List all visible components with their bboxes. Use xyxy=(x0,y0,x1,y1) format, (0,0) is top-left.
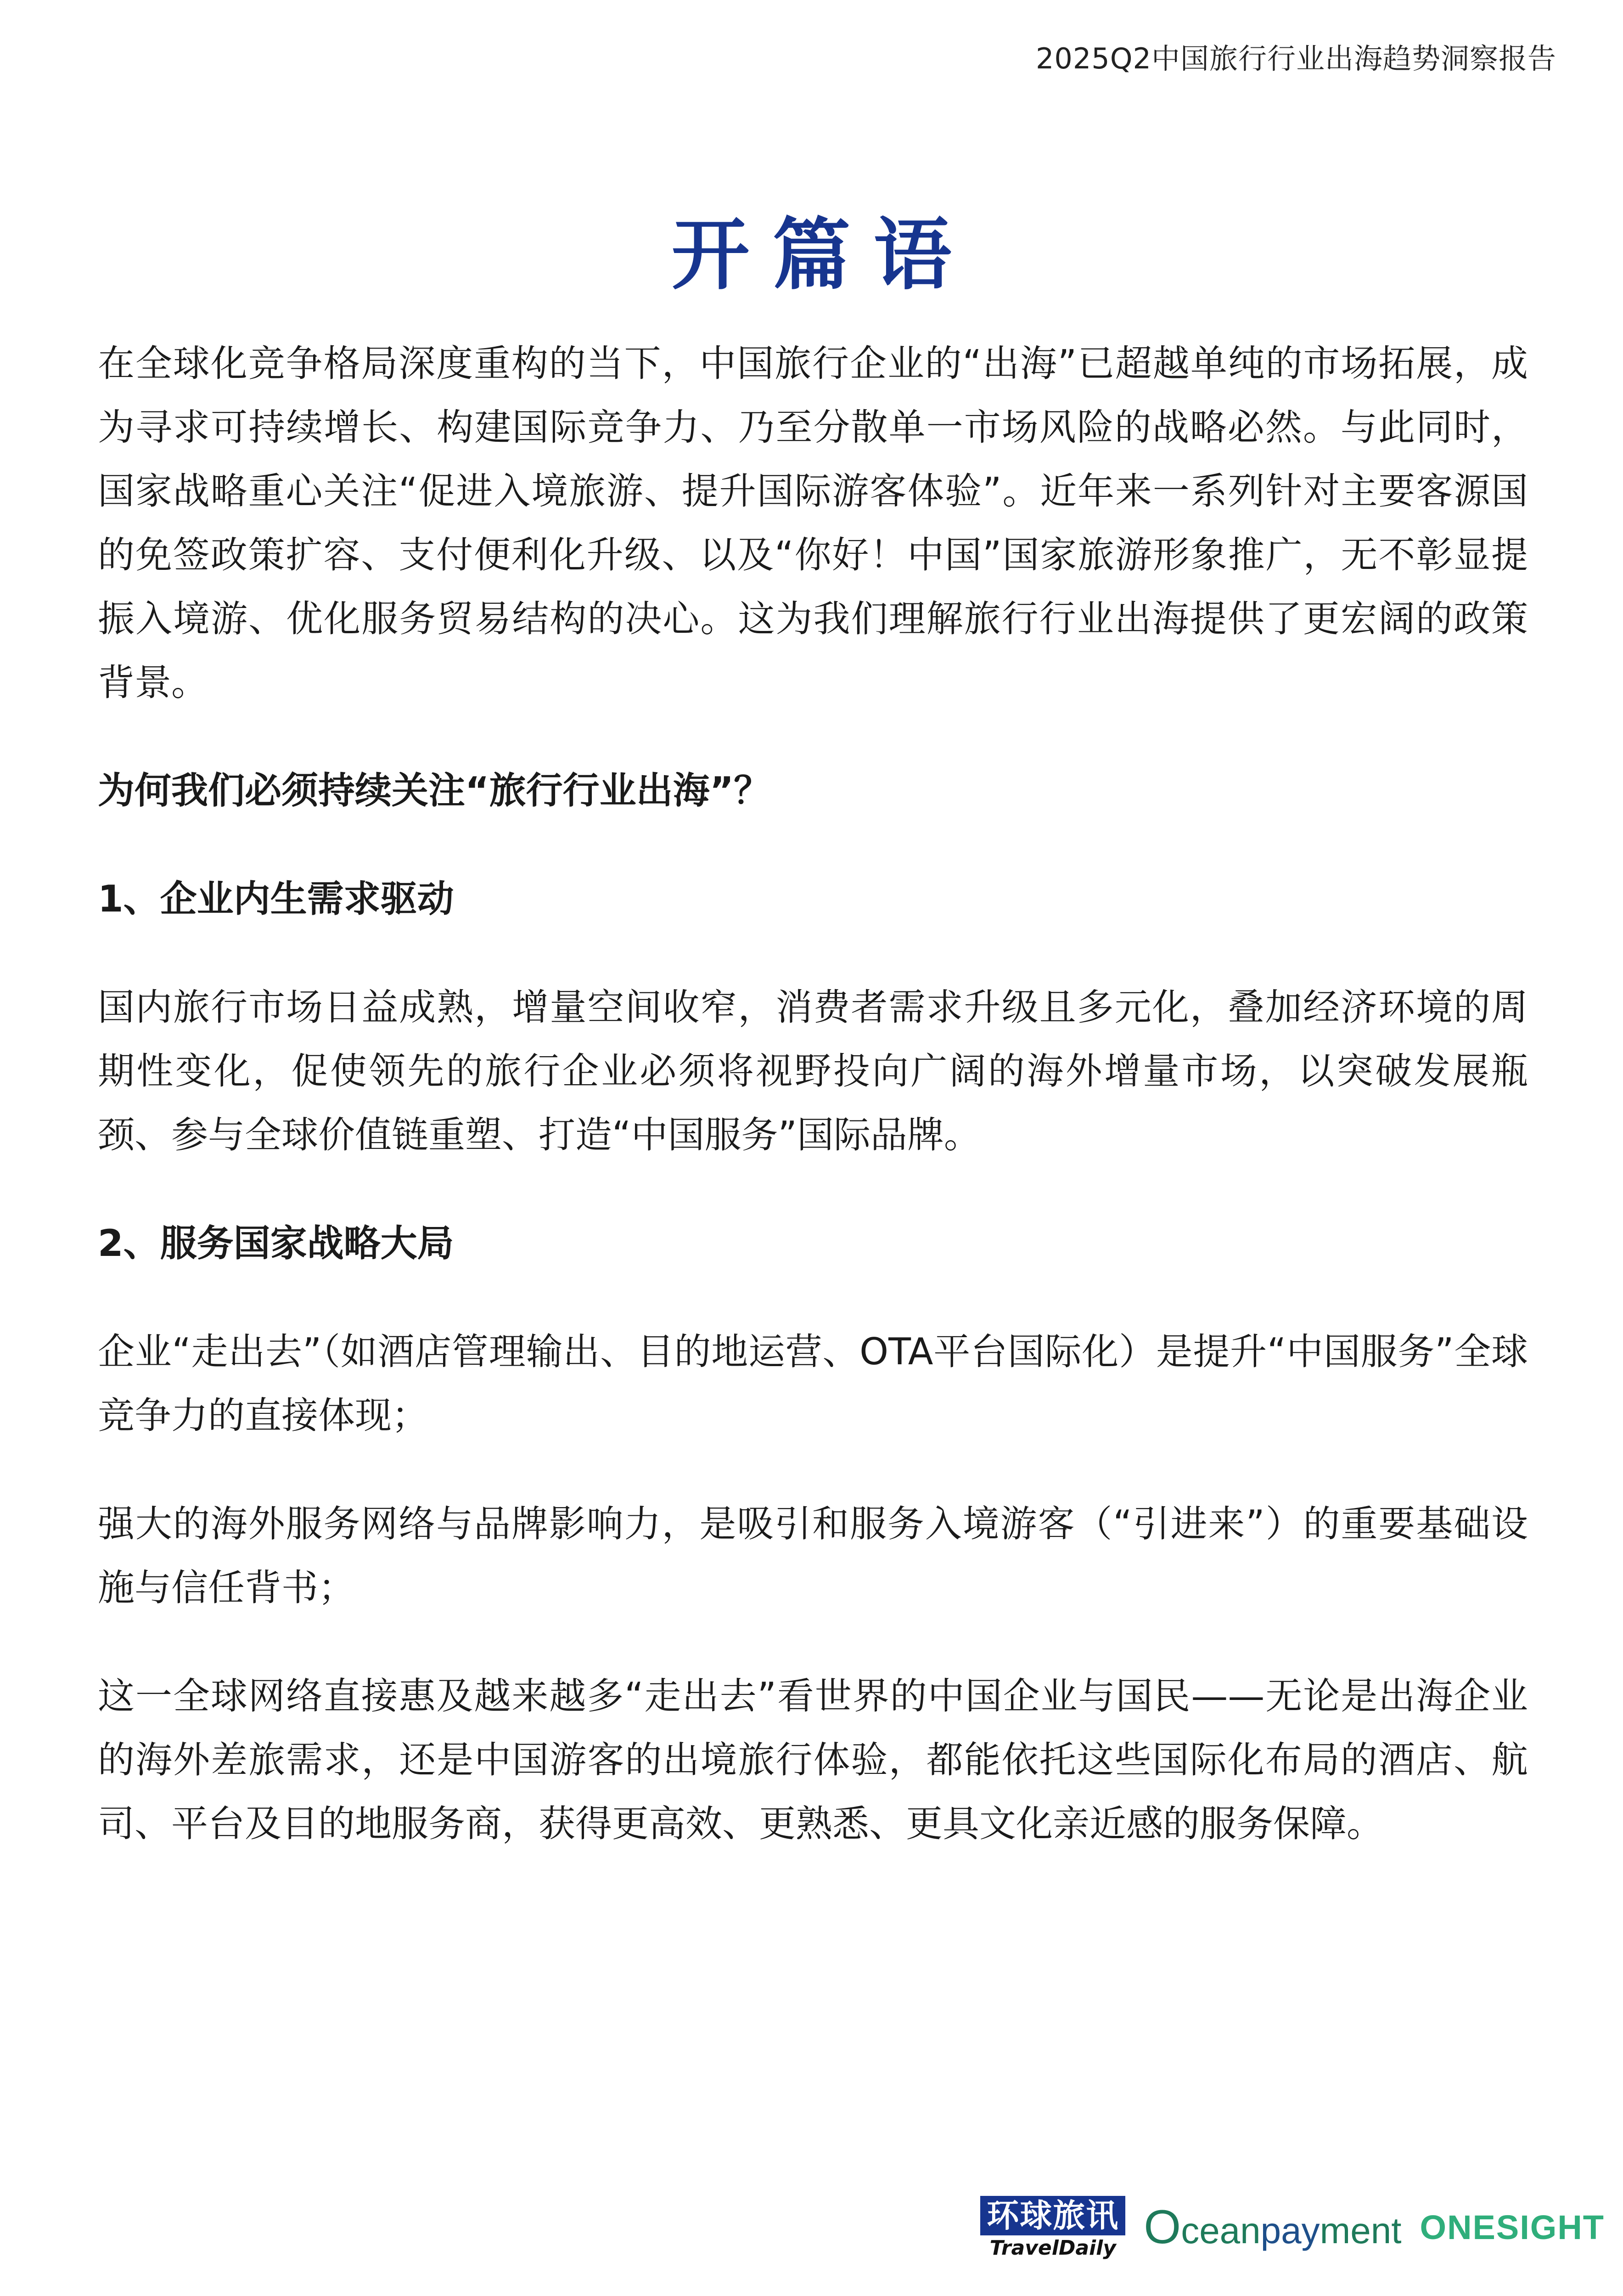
traveldaily-logo-en: TravelDaily xyxy=(989,2236,1116,2260)
why-heading: 为何我们必须持续关注“旅行行业出海”？ xyxy=(98,769,771,812)
intro-paragraph: 在全球化竞争格局深度重构的当下，中国旅行企业的“出海”已超越单纯的市场拓展，成为寻求可持续增长、构建国际竞争力、乃至分散单一市场风险的战略必然。与此同时，国家战略重心关注“促进入境旅游、提升国际游客体验”。近年来一系列针对主要客源国的免签政策扩容、支付便利化升级、以及“你好！中国”国家旅游形象推广，无不彰显提振入境游、优化服务贸易结构的决心。这为我们理解旅行行业出海提供了更宏阔的政策背景。 xyxy=(98,342,1528,704)
section2-paragraph-2: 强大的海外服务网络与品牌影响力，是吸引和服务入境游客（“引进来”）的重要基础设施与信任背书； xyxy=(98,1503,1528,1609)
oceanpayment-logo xyxy=(1144,2200,1401,2255)
section1-body: 国内旅行市场日益成熟，增量空间收窄，消费者需求升级且多元化，叠加经济环境的周期性变化，促使领先的旅行企业必须将视野投向广阔的海外增量市场，以突破发展瓶颈、参与全球价值链重塑、打造“中国服务”国际品牌。 xyxy=(98,986,1528,1156)
oceanpayment-logo-part-c: ment xyxy=(1320,2210,1402,2251)
oceanpayment-logo-part-b: pay xyxy=(1260,2210,1320,2251)
section1-heading: 1、企业内生需求驱动 xyxy=(98,878,454,920)
oceanpayment-logo-o: O xyxy=(1144,2200,1181,2254)
oceanpayment-logo-part-a: cean xyxy=(1181,2210,1261,2251)
footer-logos xyxy=(980,2188,1605,2266)
page-title: 开篇语 xyxy=(671,210,975,301)
report-header-title: 2025Q2中国旅行行业出海趋势洞察报告 xyxy=(1035,42,1556,75)
section2-paragraph-1: 企业“走出去”（如酒店管理输出、目的地运营、OTA平台国际化）是提升“中国服务”全球竞争力的直接体现； xyxy=(98,1330,1528,1437)
section2-heading: 2、服务国家战略大局 xyxy=(98,1222,454,1265)
traveldaily-logo xyxy=(980,2196,1125,2258)
onesight-logo: ONESIGHT xyxy=(1420,2208,1605,2246)
section2-paragraph-3: 这一全球网络直接惠及越来越多“走出去”看世界的中国企业与国民——无论是出海企业的海外差旅需求，还是中国游客的出境旅行体验，都能依托这些国际化布局的酒店、航司、平台及目的地服务商，获得更高效、更熟悉、更具文化亲近感的服务保障。 xyxy=(98,1675,1528,1845)
traveldaily-logo-cn: 环球旅讯 xyxy=(980,2196,1125,2235)
document-body xyxy=(98,332,1528,1856)
